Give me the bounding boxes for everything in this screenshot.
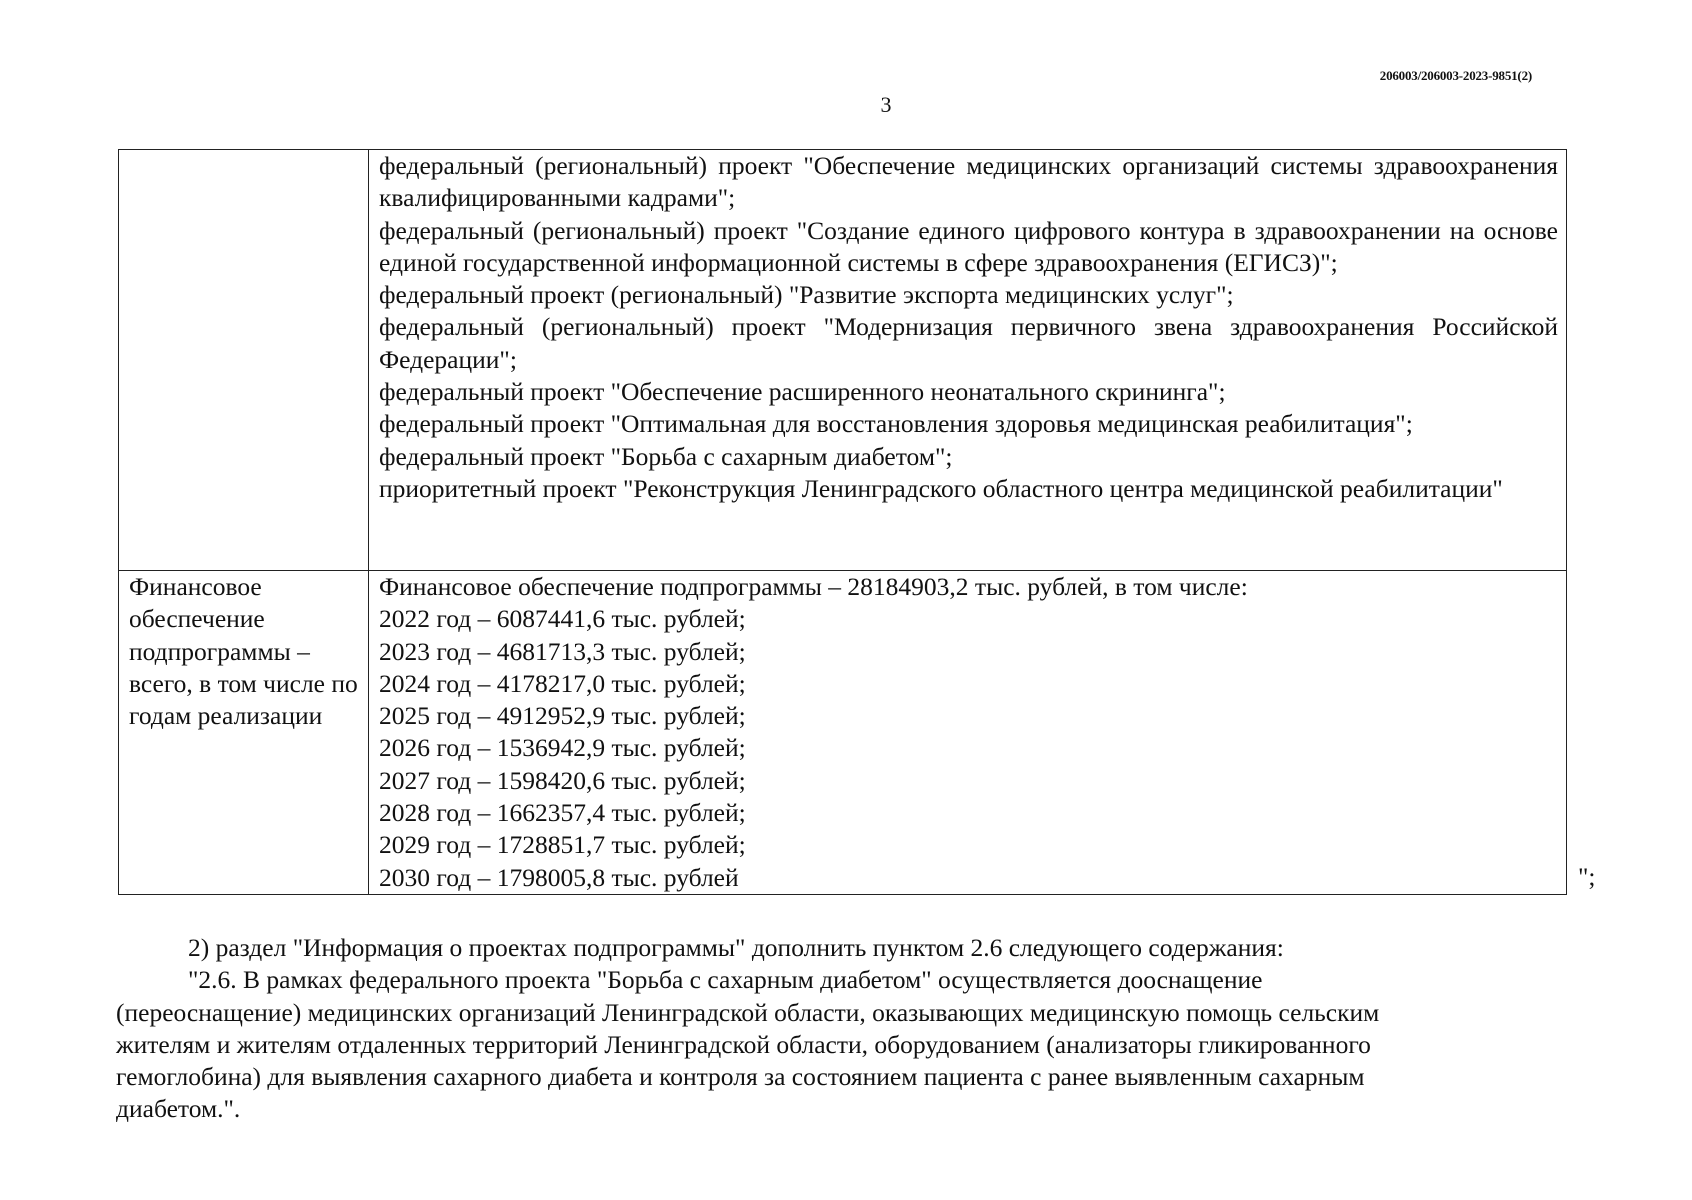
amendment-line: 2) раздел "Информация о проектах подпрограммы" дополнить пунктом 2.6 следующего содержания: — [188, 933, 1284, 962]
finance-year-line: 2027 год – 1598420,6 тыс. рублей; — [379, 765, 746, 795]
finance-year-line: 2025 год – 4912952,9 тыс. рублей; — [379, 701, 746, 731]
table-row-finance — [119, 571, 1567, 895]
finance-total: Финансовое обеспечение подпрограммы – 28184903,2 тыс. рублей, в том числе: — [379, 572, 1248, 601]
project-item: федеральный проект "Обеспечение расширенного неонатального скрининга"; — [379, 377, 1226, 407]
project-item: федеральный проект (региональный) "Развитие экспорта медицинских услуг"; — [379, 280, 1234, 310]
finance-year-line: 2028 год – 1662357,4 тыс. рублей; — [379, 798, 746, 828]
passport-table — [118, 149, 1567, 895]
project-item: федеральный (региональный) проект "Модернизация первичного звена здравоохранения Российской Федерации"; — [379, 312, 1558, 374]
amendment-line: гемоглобина) для выявления сахарного диабета и контроля за состоянием пациента с ранее выявленным сахарным — [116, 1062, 1365, 1092]
page-number: 3 — [880, 92, 892, 117]
finance-year-line: 2030 год – 1798005,8 тыс. рублей — [379, 862, 739, 892]
finance-values-cell — [369, 571, 1567, 895]
projects-list — [369, 150, 1566, 505]
finance-year-line: 2024 год – 4178217,0 тыс. рублей; — [379, 668, 746, 698]
project-item: федеральный проект "Оптимальная для восстановления здоровья медицинская реабилитация"; — [379, 409, 1413, 439]
document-id: 206003/206003-2023-9851(2) — [1379, 68, 1532, 83]
finance-label: Финансовое обеспечение подпрограммы – всего, в том числе по годам реализации — [129, 572, 358, 731]
amendment-line: "2.6. В рамках федерального проекта "Борьба с сахарным диабетом" осуществляется дооснащение — [188, 965, 1263, 995]
project-item: федеральный проект "Борьба с сахарным диабетом"; — [379, 441, 953, 471]
amendment-line: жителям и жителям отдаленных территорий Ленинградской области, оборудованием (анализаторы гликированного — [116, 1029, 1371, 1059]
table-row-projects — [119, 150, 1567, 571]
projects-label-cell — [119, 150, 369, 571]
amendment-line: диабетом.". — [116, 1094, 241, 1124]
finance-year-line: 2029 год – 1728851,7 тыс. рублей; — [379, 830, 746, 860]
amendment-line: (переоснащение) медицинских организаций Ленинградской области, оказывающих медицинскую помощь сельским — [116, 997, 1380, 1027]
finance-year-line: 2022 год – 6087441,6 тыс. рублей; — [379, 604, 746, 634]
closing-quote-mark: "; — [1578, 862, 1596, 891]
finance-label-cell — [119, 571, 369, 895]
project-item: федеральный (региональный) проект "Создание единого цифрового контура в здравоохранении на основе единой государственной информационной системы в сфере здравоохранения (ЕГИСЗ)"; — [379, 215, 1558, 277]
finance-year-line: 2023 год – 4681713,3 тыс. рублей; — [379, 636, 746, 666]
amendment-text — [116, 932, 1580, 1126]
projects-list-cell — [369, 150, 1567, 571]
finance-values — [369, 571, 1566, 894]
project-item: приоритетный проект "Реконструкция Ленинградского областного центра медицинской реабилитации" — [379, 473, 1503, 503]
finance-year-line: 2026 год – 1536942,9 тыс. рублей; — [379, 733, 746, 763]
project-item: федеральный (региональный) проект "Обеспечение медицинских организаций системы здравоохранения квалифицированными кадрами"; — [379, 151, 1558, 213]
